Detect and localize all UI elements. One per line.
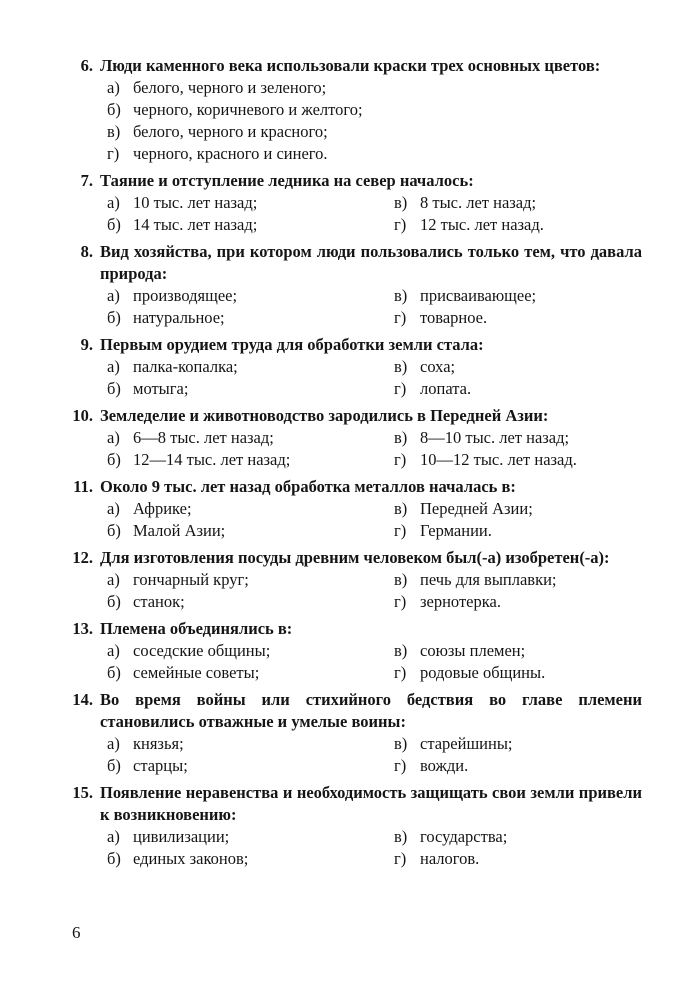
question-head: [68, 55, 642, 77]
option-text: цивилизации;: [133, 827, 230, 846]
option-list: [107, 498, 642, 542]
option-label: а): [107, 499, 120, 518]
question-item: [68, 55, 642, 165]
option-item: [394, 520, 642, 542]
option-text: 6—8 тыс. лет назад;: [133, 428, 274, 447]
option-text: 8 тыс. лет назад;: [420, 193, 537, 212]
option-item: [394, 662, 642, 684]
question-number: 8.: [80, 242, 93, 261]
question-text: Земледелие и животноводство зародились в Передней Азии:: [100, 406, 549, 425]
option-label: б): [107, 592, 121, 611]
option-list: [107, 427, 642, 471]
question-head: [68, 476, 642, 498]
option-item: [107, 214, 394, 236]
option-label: а): [107, 357, 120, 376]
option-label: б): [107, 521, 121, 540]
option-text: станок;: [133, 592, 185, 611]
question-text: Появление неравенства и необходимость защищать свои земли привели к возникновению:: [100, 783, 642, 824]
option-list: [107, 733, 642, 777]
option-label: а): [107, 193, 120, 212]
question-item: [68, 618, 642, 684]
option-text: белого, черного и зеленого;: [133, 78, 327, 97]
option-label: в): [394, 827, 408, 846]
question-number: 10.: [72, 406, 93, 425]
option-item: [394, 307, 642, 329]
option-item: [394, 640, 642, 662]
question-head: [68, 405, 642, 427]
option-item: [394, 826, 642, 848]
option-label: г): [394, 663, 407, 682]
question-head: [68, 782, 642, 826]
question-item: [68, 241, 642, 329]
option-item: [394, 733, 642, 755]
question-text: Первым орудием труда для обработки земли стала:: [100, 335, 484, 354]
option-text: палка-копалка;: [133, 357, 238, 376]
option-label: б): [107, 308, 121, 327]
option-label: г): [394, 308, 407, 327]
option-label: а): [107, 78, 120, 97]
option-item: [107, 378, 394, 400]
option-text: единых законов;: [133, 849, 249, 868]
option-label: б): [107, 663, 121, 682]
option-item: [107, 591, 394, 613]
option-item: [107, 662, 394, 684]
option-label: г): [394, 849, 407, 868]
option-text: 8—10 тыс. лет назад;: [420, 428, 570, 447]
option-item: [107, 99, 642, 121]
option-text: государства;: [420, 827, 508, 846]
option-label: в): [394, 193, 408, 212]
option-item: [107, 77, 642, 99]
question-head: [68, 689, 642, 733]
option-text: Малой Азии;: [133, 521, 226, 540]
option-label: в): [394, 428, 408, 447]
option-text: 14 тыс. лет назад;: [133, 215, 258, 234]
option-text: Германии.: [420, 521, 492, 540]
option-item: [107, 143, 642, 165]
question-item: [68, 334, 642, 400]
question-text: Племена объединялись в:: [100, 619, 293, 638]
option-label: а): [107, 286, 120, 305]
question-text: Около 9 тыс. лет назад обработка металлов началась в:: [100, 477, 516, 496]
question-number: 12.: [72, 548, 93, 567]
question-item: [68, 405, 642, 471]
question-item: [68, 476, 642, 542]
question-item: [68, 547, 642, 613]
option-text: 12 тыс. лет назад.: [420, 215, 544, 234]
option-item: [107, 826, 394, 848]
option-list: [107, 356, 642, 400]
question-number: 14.: [72, 690, 93, 709]
option-item: [394, 378, 642, 400]
option-label: г): [394, 756, 407, 775]
option-label: а): [107, 827, 120, 846]
option-text: соха;: [420, 357, 456, 376]
page-number: 6: [72, 923, 81, 942]
question-list: [68, 55, 642, 870]
option-item: [394, 214, 642, 236]
question-head: [68, 547, 642, 569]
option-item: [107, 192, 394, 214]
option-label: в): [394, 734, 408, 753]
option-text: зернотерка.: [420, 592, 501, 611]
option-label: б): [107, 215, 121, 234]
option-text: союзы племен;: [420, 641, 526, 660]
option-item: [107, 285, 394, 307]
option-item: [107, 121, 642, 143]
option-text: семейные советы;: [133, 663, 260, 682]
option-item: [394, 848, 642, 870]
option-label: г): [394, 379, 407, 398]
question-number: 6.: [80, 56, 93, 75]
question-head: [68, 334, 642, 356]
option-text: мотыга;: [133, 379, 189, 398]
option-text: старцы;: [133, 756, 188, 775]
option-text: гончарный круг;: [133, 570, 249, 589]
question-item: [68, 782, 642, 870]
option-text: присваивающее;: [420, 286, 537, 305]
option-item: [394, 192, 642, 214]
question-text: Во время войны или стихийного бедствия во главе племени становились отважные и умелые воины:: [100, 690, 642, 731]
option-item: [394, 569, 642, 591]
option-label: а): [107, 734, 120, 753]
option-text: 10—12 тыс. лет назад.: [420, 450, 577, 469]
option-item: [107, 498, 394, 520]
option-text: 12—14 тыс. лет назад;: [133, 450, 291, 469]
option-label: б): [107, 379, 121, 398]
option-label: г): [394, 592, 407, 611]
option-item: [107, 640, 394, 662]
option-label: г): [394, 215, 407, 234]
option-text: налогов.: [420, 849, 480, 868]
option-item: [107, 848, 394, 870]
option-label: б): [107, 450, 121, 469]
option-list: [107, 192, 642, 236]
option-text: печь для выплавки;: [420, 570, 557, 589]
option-text: лопата.: [420, 379, 472, 398]
option-label: в): [107, 122, 121, 141]
question-head: [68, 241, 642, 285]
option-text: старейшины;: [420, 734, 513, 753]
option-text: натуральное;: [133, 308, 225, 327]
option-text: вожди.: [420, 756, 469, 775]
option-item: [394, 285, 642, 307]
question-number: 9.: [80, 335, 93, 354]
option-label: в): [394, 499, 408, 518]
option-item: [107, 449, 394, 471]
question-item: [68, 689, 642, 777]
option-list: [107, 569, 642, 613]
option-label: в): [394, 286, 408, 305]
option-label: а): [107, 428, 120, 447]
option-item: [394, 427, 642, 449]
question-head: [68, 170, 642, 192]
question-number: 13.: [72, 619, 93, 638]
option-item: [394, 449, 642, 471]
option-item: [107, 755, 394, 777]
question-head: [68, 618, 642, 640]
option-label: г): [107, 144, 120, 163]
option-text: Африке;: [133, 499, 192, 518]
option-text: товарное.: [420, 308, 488, 327]
option-item: [107, 733, 394, 755]
question-text: Для изготовления посуды древним человеком был(-а) изобретен(-а):: [100, 548, 610, 567]
option-text: Передней Азии;: [420, 499, 533, 518]
question-number: 7.: [80, 171, 93, 190]
option-item: [394, 755, 642, 777]
option-text: черного, красного и синего.: [133, 144, 328, 163]
option-label: а): [107, 641, 120, 660]
option-text: соседские общины;: [133, 641, 271, 660]
question-number: 11.: [73, 477, 93, 496]
option-label: г): [394, 521, 407, 540]
option-text: черного, коричневого и желтого;: [133, 100, 363, 119]
question-number: 15.: [72, 783, 93, 802]
option-item: [107, 427, 394, 449]
option-text: белого, черного и красного;: [133, 122, 328, 141]
option-text: производящее;: [133, 286, 238, 305]
question-item: [68, 170, 642, 236]
option-item: [107, 356, 394, 378]
option-label: б): [107, 756, 121, 775]
option-label: г): [394, 450, 407, 469]
option-item: [107, 569, 394, 591]
option-item: [107, 307, 394, 329]
option-text: родовые общины.: [420, 663, 546, 682]
option-text: 10 тыс. лет назад;: [133, 193, 258, 212]
document-page: [68, 55, 642, 875]
question-text: Люди каменного века использовали краски трех основных цветов:: [100, 56, 601, 75]
option-item: [107, 520, 394, 542]
option-label: б): [107, 100, 121, 119]
option-text: князья;: [133, 734, 184, 753]
question-text: Вид хозяйства, при котором люди пользовались только тем, что давала природа:: [100, 242, 642, 283]
option-label: в): [394, 641, 408, 660]
option-label: в): [394, 570, 408, 589]
option-label: в): [394, 357, 408, 376]
option-item: [394, 356, 642, 378]
option-list: [107, 826, 642, 870]
option-list: [107, 77, 642, 165]
option-label: а): [107, 570, 120, 589]
option-list: [107, 285, 642, 329]
question-text: Таяние и отступление ледника на север началось:: [100, 171, 474, 190]
option-list: [107, 640, 642, 684]
option-item: [394, 591, 642, 613]
option-item: [394, 498, 642, 520]
option-label: б): [107, 849, 121, 868]
